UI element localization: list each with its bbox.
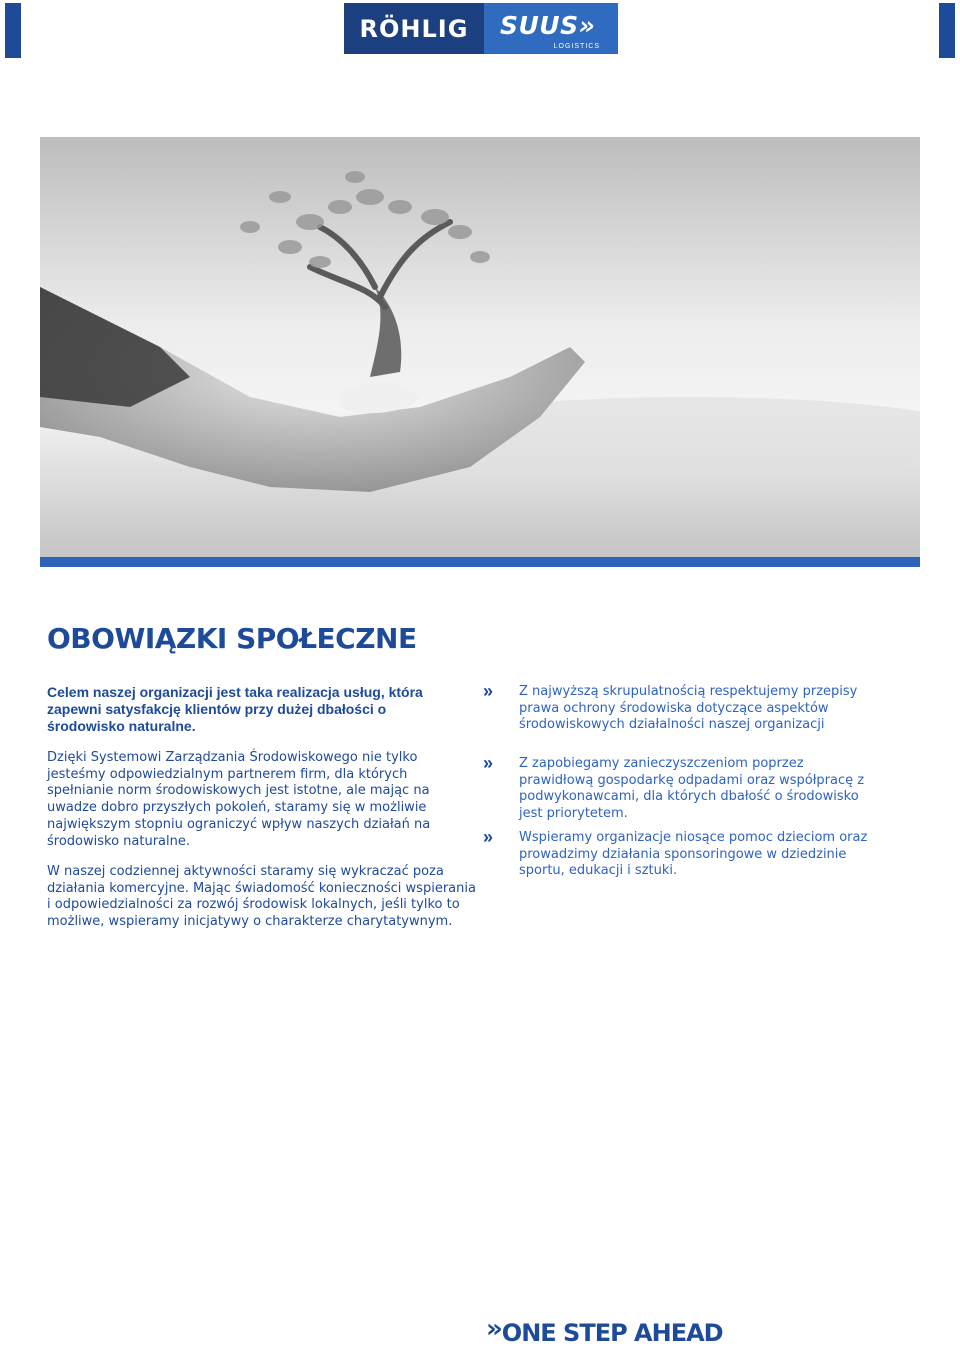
- paragraph-environmental-system: Dzięki Systemowi Zarządzania Środowiskowego nie tylko jesteśmy odpowiedzialnym partnerem firm, dla których spełnianie norm środowiskowych jest istotne, ale mając na uwadze dobro przyszłych pokoleń, staramy się w możliwie największym stopniu ograniczyć wpływ naszych działań na środowisko naturalne.: [47, 750, 431, 849]
- page-title: OBOWIĄZKI SPOŁECZNE: [47, 622, 417, 655]
- hero-accent-stripe: [40, 557, 920, 567]
- logo-suus-subtitle: LOGISTICS: [553, 43, 600, 50]
- logo-rohlig: RÖHLIG: [344, 3, 484, 54]
- bullet-mark-icon: »: [483, 753, 494, 773]
- bullet-text: Z najwyższą skrupulatnością respektujemy przepisy prawa ochrony środowiska dotyczące aspektów środowiskowych działalności naszej organizacji: [519, 684, 858, 733]
- logo-suus-text: SUUS»: [500, 11, 596, 40]
- slogan-mark-icon: »: [486, 1314, 502, 1344]
- bullet-text: Wspieramy organizacje niosące pomoc dzieciom oraz prowadzimy działania sponsoringowe w dziedzinie sportu, edukacji i sztuki.: [519, 830, 868, 879]
- left-edge-bar: [5, 3, 21, 58]
- right-edge-bar: [939, 3, 955, 58]
- hero-image: [40, 137, 920, 557]
- logo-suus: [484, 3, 618, 54]
- slogan-text: ONE STEP AHEAD: [501, 1319, 723, 1347]
- paragraph-charity: W naszej codziennej aktywności staramy się wykraczać poza działania komercyjne. Mając świadomość konieczności wspierania i odpowiedzialności za rozwój środowisk lokalnych, jeśli tylko to możliwe, wspieramy inicjatywy o charakterze charytatywnym.: [47, 864, 476, 930]
- footer-slogan: [486, 1314, 723, 1348]
- bullet-mark-icon: »: [483, 827, 494, 847]
- bullet-mark-icon: »: [483, 681, 494, 701]
- hands-tree-illustration: [40, 137, 920, 557]
- intro-text: Celem naszej organizacji jest taka realizacja usług, która zapewni satysfakcję klientów przy dużej dbałości o środowisko naturalne.: [47, 684, 423, 734]
- company-logo: [344, 3, 618, 54]
- bullet-text: Z zapobiegamy zanieczyszczeniom poprzez prawidłową gospodarkę odpadami oraz współpracę z podwykonawcami, dla których dbałość o środowisko jest priorytetem.: [519, 756, 865, 822]
